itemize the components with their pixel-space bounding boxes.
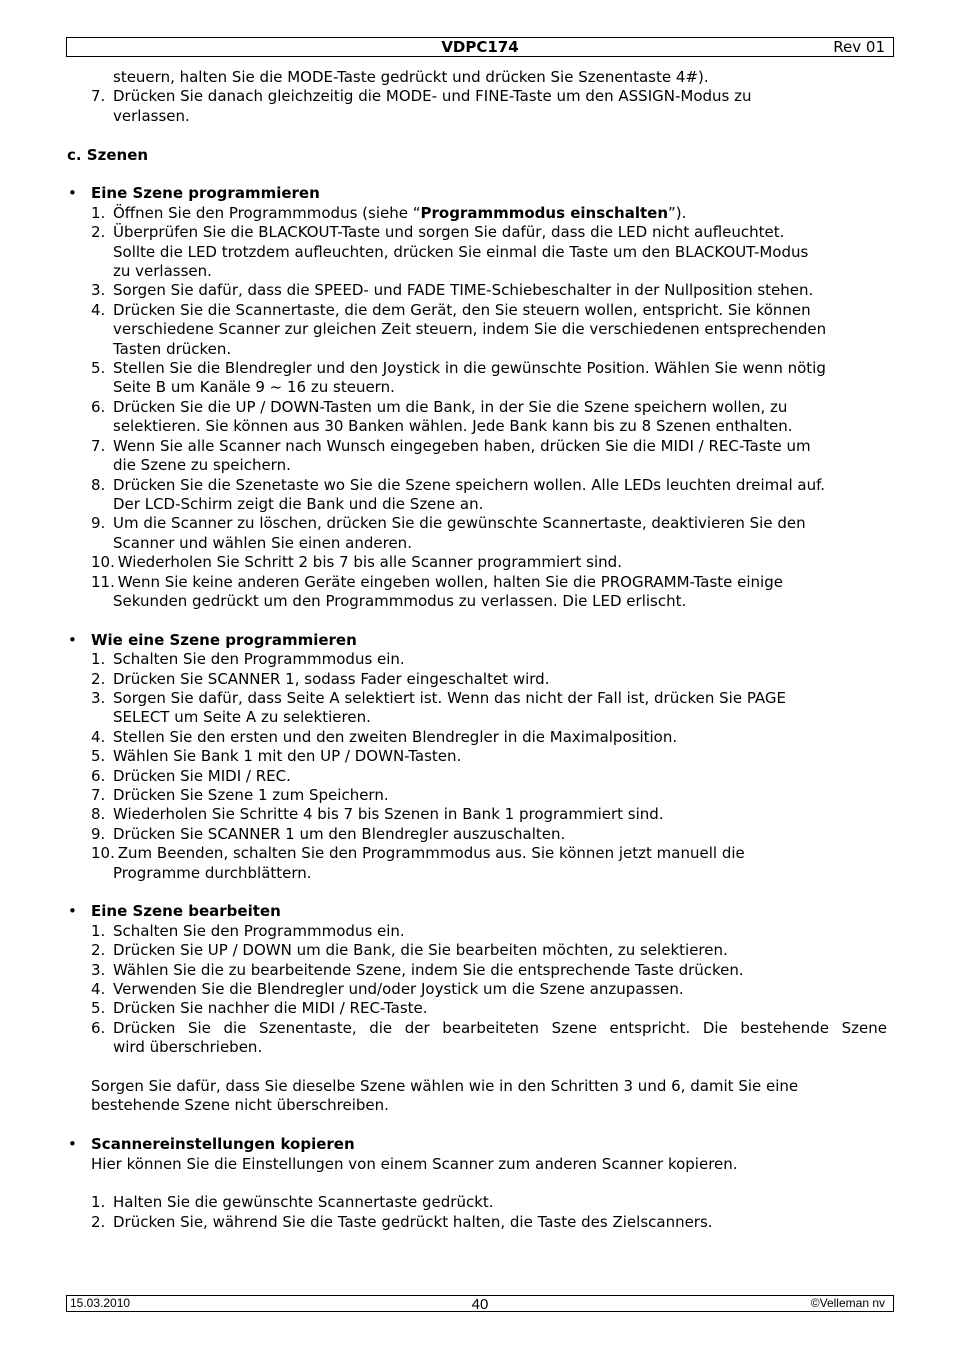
list-number: 2. (91, 669, 106, 688)
list-text: Wählen Sie die zu bearbeitende Szene, indem Sie die entsprechende Taste drücken. (113, 960, 744, 979)
list-text: Sorgen Sie dafür, dass Seite A selektiert ist. Wenn das nicht der Fall ist, drücken Sie PAGE (113, 688, 787, 707)
list-number: 2. (91, 941, 106, 960)
list-item (91, 87, 887, 126)
bullet-icon: • (68, 184, 77, 203)
howto-steps (91, 650, 887, 883)
list-number: 6. (91, 766, 106, 785)
list-item (91, 922, 887, 941)
list-item (91, 359, 887, 398)
edit-steps (91, 922, 887, 1058)
copy-intro: Hier können Sie die Einstellungen von einem Scanner zum anderen Scanner kopieren. (91, 1154, 738, 1173)
list-item (91, 398, 887, 437)
list-number: 5. (91, 999, 106, 1018)
list-number: 3. (91, 688, 106, 707)
heading-text: Eine Szene programmieren (91, 184, 320, 203)
list-item (91, 1019, 887, 1058)
list-item (91, 1193, 887, 1212)
list-text: SELECT um Seite A zu selektieren. (113, 708, 371, 727)
list-text: Programme durchblättern. (113, 863, 312, 882)
program-steps (91, 204, 887, 612)
list-number: 2. (91, 223, 106, 242)
list-number: 3. (91, 281, 106, 300)
list-text: Drücken Sie UP / DOWN um die Bank, die Sie bearbeiten möchten, zu selektieren. (113, 941, 728, 960)
list-item (91, 980, 887, 999)
list-number: 9. (91, 824, 106, 843)
list-number: 7. (91, 436, 106, 455)
list-text: Drücken Sie die Szenentaste, die der bearbeiteten Szene entspricht. Die bestehende Szene (113, 1018, 887, 1037)
list-item (91, 728, 887, 747)
list-item (91, 786, 887, 805)
heading-text: Wie eine Szene programmieren (91, 630, 357, 649)
list-item (91, 223, 887, 281)
page-footer (66, 1295, 894, 1312)
list-text: Wiederholen Sie Schritt 2 bis 7 bis alle Scanner programmiert sind. (113, 553, 622, 572)
list-text: Halten Sie die gewünschte Scannertaste gedrückt. (113, 1193, 494, 1212)
list-text: Drücken Sie die Scannertaste, die dem Gerät, den Sie steuern wollen, entspricht. Sie können (113, 300, 811, 319)
page-header (66, 37, 894, 57)
list-number: 1. (91, 921, 106, 940)
list-text: Wenn Sie alle Scanner nach Wunsch eingegeben haben, drücken Sie die MIDI / REC-Taste um (113, 436, 811, 455)
list-item (91, 767, 887, 786)
list-item (91, 573, 887, 612)
document-body (67, 68, 887, 1232)
bold-reference: Programmmodus einschalten (420, 203, 668, 222)
list-number: 6. (91, 397, 106, 416)
list-text: Sekunden gedrückt um den Programmmodus zu verlassen. Die LED erlischt. (113, 591, 687, 610)
subsection-heading-edit (68, 902, 887, 921)
list-number: 4. (91, 980, 106, 999)
list-text: Drücken Sie Szene 1 zum Speichern. (113, 785, 389, 804)
footer-copyright: ©Velleman nv (810, 1296, 885, 1310)
footer-date: 15.03.2010 (70, 1296, 131, 1310)
list-item (91, 999, 887, 1018)
list-text: Drücken Sie die UP / DOWN-Tasten um die Bank, in der Sie die Szene speichern wollen, zu (113, 397, 788, 416)
list-text: Drücken Sie nachher die MIDI / REC-Taste. (113, 999, 428, 1018)
list-text: Zum Beenden, schalten Sie den Programmmodus aus. Sie können jetzt manuell die (113, 844, 745, 863)
list-text: die Szene zu speichern. (113, 456, 291, 475)
list-text: verlassen. (113, 106, 190, 125)
list-number: 8. (91, 475, 106, 494)
list-number: 11. (91, 572, 115, 591)
list-number: 6. (91, 1018, 106, 1037)
document-title: VDPC174 (441, 38, 519, 56)
list-number: 4. (91, 727, 106, 746)
list-text: Drücken Sie SCANNER 1, sodass Fader eingeschaltet wird. (113, 669, 550, 688)
list-text: Seite B um Kanäle 9 ~ 16 zu steuern. (113, 378, 395, 397)
list-number: 7. (91, 87, 106, 106)
list-item (91, 476, 887, 515)
list-item (91, 825, 887, 844)
list-text: Sollte die LED trotzdem aufleuchten, drücken Sie einmal die Taste um den BLACKOUT-Modus (113, 242, 809, 261)
list-item (91, 747, 887, 766)
list-item (91, 514, 887, 553)
list-text: Überprüfen Sie die BLACKOUT-Taste und sorgen Sie dafür, dass die LED nicht aufleuchtet. (113, 223, 785, 242)
list-item (91, 437, 887, 476)
list-text: Sorgen Sie dafür, dass die SPEED- und FADE TIME-Schiebeschalter in der Nullposition stehen. (113, 281, 814, 300)
section-heading: c. Szenen (67, 145, 149, 164)
list-item (91, 961, 887, 980)
list-text: wird überschrieben. (113, 1038, 263, 1057)
heading-text: Eine Szene bearbeiten (91, 902, 281, 921)
note-line: Sorgen Sie dafür, dass Sie dieselbe Szene wählen wie in den Schritten 3 und 6, damit Sie eine (91, 1077, 799, 1096)
list-item (91, 553, 887, 572)
list-item (91, 941, 887, 960)
list-number: 7. (91, 785, 106, 804)
list-text: Um die Scanner zu löschen, drücken Sie die gewünschte Scannertaste, deaktivieren Sie den (113, 514, 806, 533)
list-number: 5. (91, 359, 106, 378)
note-line: bestehende Szene nicht überschreiben. (91, 1096, 389, 1115)
list-item (91, 670, 887, 689)
list-text: Verwenden Sie die Blendregler und/oder Joystick um die Szene anzupassen. (113, 980, 684, 999)
note-text (91, 1077, 887, 1116)
list-text: Wählen Sie Bank 1 mit den UP / DOWN-Tasten. (113, 747, 462, 766)
list-number: 1. (91, 203, 106, 222)
list-item (91, 204, 887, 223)
list-number: 9. (91, 514, 106, 533)
list-item (91, 650, 887, 669)
list-item (91, 689, 887, 728)
heading-text: Scannereinstellungen kopieren (91, 1135, 355, 1154)
list-text: Schalten Sie den Programmmodus ein. (113, 921, 405, 940)
list-number: 1. (91, 650, 106, 669)
bullet-icon: • (68, 1135, 77, 1154)
list-number: 2. (91, 1212, 106, 1231)
list-number: 10. (91, 844, 115, 863)
list-text: verschiedene Scanner zur gleichen Zeit steuern, indem Sie die verschiedenen entsprechenden (113, 320, 827, 339)
subsection-heading-howto (68, 630, 887, 650)
list-text: Öffnen Sie den Programmmodus (siehe “Programmmodus einschalten”). (113, 203, 687, 222)
list-text: zu verlassen. (113, 262, 212, 281)
list-text: Wiederholen Sie Schritte 4 bis 7 bis Szenen in Bank 1 programmiert sind. (113, 805, 664, 824)
list-text: Drücken Sie MIDI / REC. (113, 766, 291, 785)
list-text: Stellen Sie den ersten und den zweiten Blendregler in die Maximalposition. (113, 727, 678, 746)
list-number: 10. (91, 553, 115, 572)
list-text: Wenn Sie keine anderen Geräte eingeben wollen, halten Sie die PROGRAMM-Taste einige (113, 572, 783, 591)
list-number: 3. (91, 960, 106, 979)
list-text: Drücken Sie, während Sie die Taste gedrückt halten, die Taste des Zielscanners. (113, 1212, 713, 1231)
list-number: 4. (91, 300, 106, 319)
list-item (91, 1213, 887, 1232)
list-number: 5. (91, 747, 106, 766)
list-item (91, 844, 887, 883)
subsection-heading-program (68, 184, 887, 203)
copy-steps (91, 1193, 887, 1232)
list-item (91, 281, 887, 300)
list-number: 1. (91, 1193, 106, 1212)
bullet-icon: • (68, 902, 77, 921)
revision-label: Rev 01 (833, 38, 885, 56)
list-text: Der LCD-Schirm zeigt die Bank und die Szene an. (113, 494, 484, 513)
list-text: Schalten Sie den Programmmodus ein. (113, 650, 405, 669)
list-text: selektieren. Sie können aus 30 Banken wählen. Jede Bank kann bis zu 8 Szenen enthalten. (113, 417, 793, 436)
bullet-icon: • (68, 630, 77, 649)
list-text: Drücken Sie danach gleichzeitig die MODE- und FINE-Taste um den ASSIGN-Modus zu (113, 87, 752, 106)
subsection-heading-copy (68, 1135, 887, 1154)
page-number: 40 (471, 1296, 489, 1313)
list-text: Stellen Sie die Blendregler und den Joystick in die gewünschte Position. Wählen Sie wenn nötig (113, 359, 826, 378)
list-text: Drücken Sie SCANNER 1 um den Blendregler auszuschalten. (113, 824, 566, 843)
list-item (91, 301, 887, 359)
list-text: Drücken Sie die Szenetaste wo Sie die Szene speichern wollen. Alle LEDs leuchten dreimal auf. (113, 475, 826, 494)
list-number: 8. (91, 805, 106, 824)
list-item (91, 805, 887, 824)
list-text: Scanner und wählen Sie einen anderen. (113, 533, 412, 552)
continuation-text: steuern, halten Sie die MODE-Taste gedrückt und drücken Sie Szenentaste 4#). (113, 68, 709, 86)
list-text: Tasten drücken. (113, 339, 232, 358)
